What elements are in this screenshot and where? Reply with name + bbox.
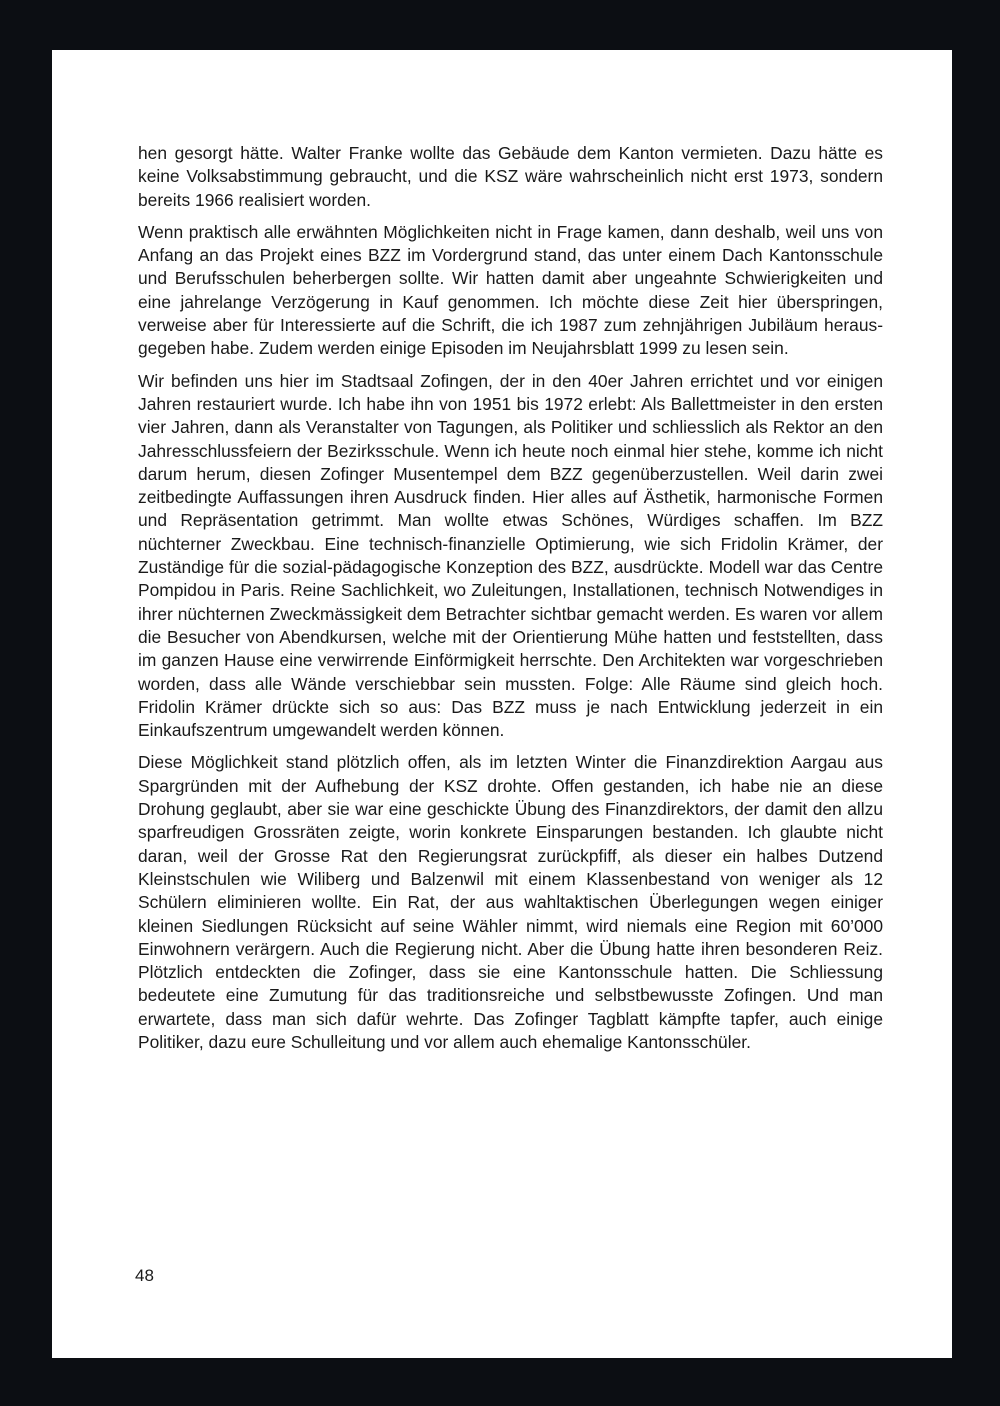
paragraph: Diese Möglichkeit stand plötzlich offen, als im letzten Winter die Finanzdirektion Aargau aus Spargründen mit der Aufhebung der KSZ drohte. Offen gestanden, ich habe nie an diese Drohung geglaubt, aber sie war eine geschickte Übung des Finanzdirektors, der damit den allzu sparfreudigen Grossräten zeigte, worin konkrete Einsparungen bestanden. Ich glaubte nicht daran, weil der Grosse Rat den Regierungsrat zurückpfiff, als dieser ein halbes Dutzend Kleinstschulen wie Wiliberg und Balzenwil mit einem Klassenbestand von weniger als 12 Schülern eliminieren wollte. Ein Rat, der aus wahltaktischen Überlegungen wegen einiger kleinen Siedlungen Rücksicht auf seine Wähler nimmt, wird niemals eine Region mit 60’000 Einwohnern verärgern. Auch die Regierung nicht. Aber die Übung hatte ihren besonderen Reiz. Plötzlich entdeckten die Zofinger, dass sie eine Kantonsschule hatten. Die Schliessung bedeutete eine Zumutung für das traditionsreiche und selbstbewusste Zofingen. Und man erwartete, dass man sich dafür wehrte. Das Zofinger Tagblatt kämpfte tapfer, auch einige Politiker, dazu eure Schulleitung und vor allem auch ehemalige Kantonsschüler. (138, 752, 883, 1052)
paragraph: hen gesorgt hätte. Walter Franke wollte das Gebäude dem Kanton vermieten. Dazu hätte es keine Volksabstimmung gebraucht, und die KSZ wäre wahrscheinlich nicht erst 1973, sondern bereits 1966 realisiert worden. (138, 143, 883, 210)
paragraph: Wenn praktisch alle erwähnten Möglichkeiten nicht in Frage kamen, dann deshalb, weil uns von Anfang an das Projekt eines BZZ im Vordergrund stand, das unter einem Dach Kantonsschule und Berufsschulen beherbergen sollte. Wir hatten damit aber ungeahnte Schwierigkeiten und eine jahrelange Verzögerung in Kauf genommen. Ich möchte diese Zeit hier überspringen, verweise aber für Interessierte auf die Schrift, die ich 1987 zum zehnjährigen Jubiläum herausgegeben habe. Zudem werden einige Episoden im Neujahrsblatt 1999 zu lesen sein. (138, 221, 883, 359)
document-page (52, 50, 952, 1358)
paragraph: Wir befinden uns hier im Stadtsaal Zofingen, der in den 40er Jahren errichtet und vor einigen Jahren restauriert wurde. Ich habe ihn von 1951 bis 1972 erlebt: Als Ballettmeister in den ersten vier Jahren, dann als Veranstalter von Tagungen, als Politiker und schliesslich als Rektor an den Jahresschlussfeiern der Bezirksschule. Wenn ich heute noch einmal hier stehe, komme ich nicht darum herum, diesen Zofinger Musentempel dem BZZ gegenüberzustellen. Weil darin zwei zeitbedingte Auffassungen ihren Ausdruck finden. Hier alles auf Ästhetik, harmonische Formen und Repräsentation getrimmt. Man wollte etwas Schönes, Würdiges schaffen. Im BZZ nüchterner Zweckbau. Eine technisch-finanzielle Optimierung, wie sich Fridolin Krämer, der Zuständige für die sozial-pädagogische Konzeption des BZZ, ausdrückte. Modell war das Centre Pompidou in Paris. Reine Sachlichkeit, wo Zuleitungen, Installationen, technisch Notwendiges in ihrer nüchternen Zweckmässigkeit dem Betrachter sichtbar gemacht werden. Es waren vor allem die Besucher von Abendkursen, welche mit der Orientierung Mühe hatten und feststellten, dass im ganzen Hause eine verwirrende Einförmigkeit herrschte. Den Architekten war vorgeschrieben worden, dass alle Wände verschiebbar sein mussten. Folge: Alle Räume sind gleich hoch. Fridolin Krämer drückte sich so aus: Das BZZ muss je nach Entwicklung jederzeit in ein Einkaufszentrum umgewandelt werden können. (138, 370, 883, 741)
body-text (138, 142, 883, 1063)
page-number: 48 (135, 1266, 154, 1285)
